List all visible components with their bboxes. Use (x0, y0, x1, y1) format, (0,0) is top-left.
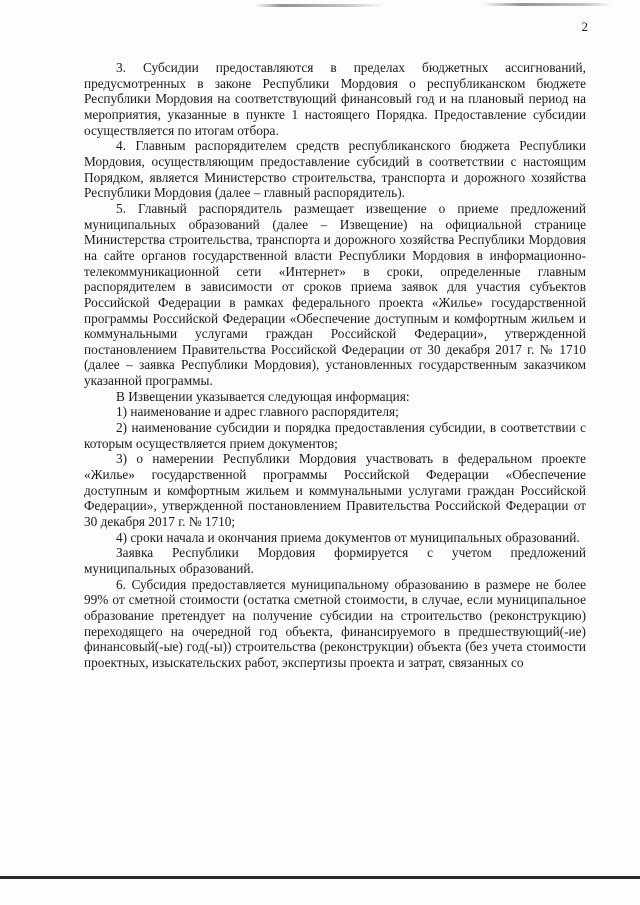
scan-artifact-top-right (482, 3, 612, 6)
list-item-2: 2) наименование субсидии и порядка предоставления субсидии, в соответствии с которым осуществляется прием документов; (84, 420, 586, 451)
paragraph-3-subsidies-limits: 3. Субсидии предоставляются в пределах бюджетных ассигнований, предусмотренных в законе Республики Мордовия о республиканском бюджете Республики Мордовия на соответствующий финансовый год и на плановый период на мероприятия, указанные в пункте 1 настоящего Порядка. Предоставление субсидии осуществляется по итогам отбора. (84, 60, 586, 138)
paragraph-application-formation: Заявка Республики Мордовия формируется с учетом предложений муниципальных образований. (84, 545, 586, 576)
list-item-1: 1) наименование и адрес главного распорядителя; (116, 404, 399, 420)
list-item-4: 4) сроки начала и окончания приема документов от муниципальных образований. (116, 529, 580, 545)
paragraph-5-notice-publication: 5. Главный распорядитель размещает извещение о приеме предложений муниципальных образований (далее – Извещение) на официальной странице Министерства строительства, транспорта и дорожного хозяйства Республики Мордовия на сайте органов государственной власти Республики Мордовия в информационно-телекоммуникационной сети «Интернет» в сроки, определенные главным распорядителем в зависимости от сроков приема заявок для участия субъектов Российской Федерации в рамках федерального проекта «Жилье» государственной программы Российской Федерации «Обеспечение доступным и комфортным жильем и коммунальными услугами граждан Российской Федерации», утвержденной постановлением Правительства Российской Федерации от 30 декабря 2017 г. № 1710 (далее – заявка Республики Мордовия), установленных государственным заказчиком указанной программы. (84, 200, 586, 389)
scan-artifact-bottom (0, 876, 640, 879)
document-body (84, 60, 586, 671)
paragraph-notice-contents-intro: В Извещении указывается следующая информация: (116, 388, 410, 404)
paragraph-4-main-administrator: 4. Главным распорядителем средств республиканского бюджета Республики Мордовия, осуществляющим предоставление субсидий в соответствии с настоящим Порядком, является Министерство строительства, транспорта и дорожного хозяйства Республики Мордовия (далее – главный распорядитель). (84, 138, 586, 201)
scan-artifact-top-left (255, 4, 385, 7)
list-item-3: 3) о намерении Республики Мордовия участвовать в федеральном проекте «Жилье» государственной программы Российской Федерации «Обеспечение доступным и комфортным жильем и коммунальными услугами граждан Российской Федерации», утвержденной постановлением Правительства Российской Федерации от 30 декабря 2017 г. № 1710; (84, 451, 586, 530)
page-number: 2 (581, 19, 588, 34)
paragraph-6-subsidy-amount: 6. Субсидия предоставляется муниципальному образованию в размере не более 99% от сметной стоимости (остатка сметной стоимости, в случае, если муниципальное образование претендует на получение субсидии на строительство (реконструкцию) переходящего на очередной год объекта, финансируемого в предшествующий(-ие) финансовый(-ые) год(-ы)) строительства (реконструкции) объекта (без учета стоимости проектных, изыскательских работ, экспертизы проекта и затрат, связанных со (84, 576, 586, 670)
